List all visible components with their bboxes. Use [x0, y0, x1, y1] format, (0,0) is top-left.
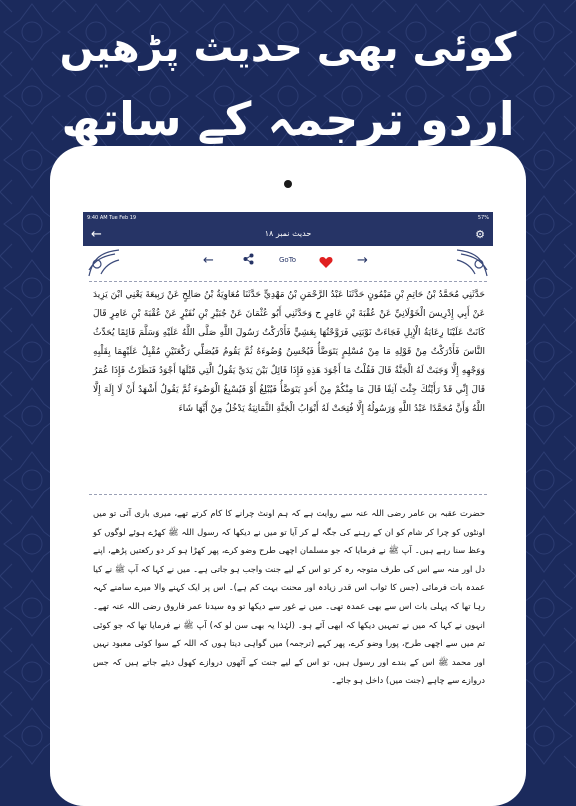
- share-icon: [243, 253, 254, 265]
- heart-icon: [319, 256, 333, 269]
- favorite-button[interactable]: [319, 254, 333, 273]
- settings-button[interactable]: [475, 227, 485, 243]
- next-button[interactable]: [357, 253, 368, 269]
- headline-line-1: کوئی بھی حدیث پڑھیں: [59, 25, 517, 71]
- share-button[interactable]: [243, 253, 254, 270]
- ornament-left-icon: [87, 248, 121, 278]
- status-bar: [83, 212, 493, 224]
- camera-dot: [284, 180, 292, 188]
- ornament-right-icon: [455, 248, 489, 278]
- arrow-right-icon: →: [357, 253, 368, 268]
- arrow-left-icon: ←: [91, 227, 102, 242]
- arrow-left-icon: ←: [203, 253, 214, 268]
- divider-top: [89, 281, 487, 282]
- headline-line-2: اردو ترجمہ کے ساتھ: [61, 92, 515, 146]
- goto-button[interactable]: GoTo: [279, 256, 297, 264]
- status-battery: 57%: [477, 215, 489, 221]
- app-screen: [83, 212, 493, 768]
- previous-button[interactable]: [203, 253, 214, 269]
- hadith-arabic-text: حَدَّثَنِي مُحَمَّدُ بْنُ حَاتِمِ بْنِ مَيْمُونٍ حَدَّثَنَا عَبْدُ الرَّحْمَنِ بْنُ مَهْدِيٍّ حَدَّثَنَا مُعَاوِيَةُ بْنُ صَالِحٍ عَنْ رَبِيعَةَ يَعْنِي ابْنَ يَزِيدَ عَنْ أَبِي إِدْرِيسَ الْخَوْلَانِيِّ عَنْ عُقْبَةَ بْنِ عَامِرٍ ح وَحَدَّثَنِي أَبُو عُثْمَانَ عَنْ جُبَيْرِ بْنِ نُفَيْرٍ عَنْ عُقْبَةَ بْنِ عَامِرٍ قَالَ كَانَتْ عَلَيْنَا رِعَايَةُ الْإِبِلِ فَجَاءَتْ نَوْبَتِي فَرَوَّحْتُهَا بِعَشِيٍّ فَأَدْرَكْتُ رَسُولَ اللَّهِ صَلَّى اللَّهُ عَلَيْهِ وَسَلَّمَ قَائِمًا يُحَدِّثُ النَّاسَ فَأَدْرَكْتُ مِنْ قَوْلِهِ مَا مِنْ مُسْلِمٍ يَتَوَضَّأُ فَيُحْسِنُ وُضُوءَهُ ثُمَّ يَقُومُ فَيُصَلِّي رَكْعَتَيْنِ مُقْبِلٌ عَلَيْهِمَا بِقَلْبِهِ وَوَجْهِهِ إِلَّا وَجَبَتْ لَهُ الْجَنَّةُ قَالَ فَقُلْتُ مَا أَجْوَدَ هَذِهِ فَإِذَا قَائِلٌ بَيْنَ يَدَيَّ يَقُولُ الَّتِي قَبْلَهَا أَجْوَدُ فَنَظَرْتُ فَإِذَا عُمَرُ قَالَ إِنِّي قَدْ رَأَيْتُكَ جِئْتَ آنِفًا قَالَ مَا مِنْكُمْ مِنْ أَحَدٍ يَتَوَضَّأُ فَيُبْلِغُ أَوْ فَيُسْبِغُ الْوَضُوءَ ثُمَّ يَقُولُ أَشْهَدُ أَنْ لَا إِلَهَ إِلَّا اللَّهُ وَأَنَّ مُحَمَّدًا عَبْدُ اللَّهِ وَرَسُولُهُ إِلَّا فُتِحَتْ لَهُ أَبْوَابُ الْجَنَّةِ الثَّمَانِيَةُ يَدْخُلُ مِنْ أَيِّهَا شَاءَ: [93, 290, 485, 414]
- hadith-toolbar: [83, 246, 493, 278]
- nav-bar: [83, 224, 493, 246]
- gear-icon: ⚙: [475, 228, 485, 241]
- hadith-urdu-translation: حضرت عقبہ بن عامر رضی اللہ عنہ سے روایت ہے کہ ہم اونٹ چرانے کا کام کرتے تھے، میری باری آئی تو میں اونٹوں کو چرا کر شام کو ان کے رہنے کی جگہ لے کر آیا تو میں نے دیکھا کہ رسول اللہ ﷺ کھڑے ہوئے لوگوں کو وعظ سنا رہے ہیں۔ آپ ﷺ نے فرمایا کہ جو مسلمان اچھی طرح وضو کرے، پھر کھڑا ہو کر دو رکعتیں پڑھے، اپنے دل اور منہ سے اس کی طرف متوجہ رہ کر تو اس کے لیے جنت واجب ہو جاتی ہے۔ میں نے کہا کہ آپ ﷺ نے کیا عمدہ بات فرمائی (جس کا ثواب اس قدر زیادہ اور محنت بہت کم ہے)۔ اس پر ایک کہنے والا میرے سامنے کہہ رہا تھا کہ پہلی بات اس سے بھی عمدہ تھی۔ میں نے غور سے دیکھا تو وہ سیدنا عمر فاروق رضی اللہ عنہ تھے۔ انہوں نے کہا کہ میں نے تمہیں دیکھا کہ ابھی آئے ہو۔ (لہٰذا یہ بھی سن لو کہ) آپ ﷺ نے فرمایا تھا کہ جو کوئی تم میں سے اچھی طرح، پورا وضو کرے، پھر کہے (ترجمہ) میں گواہی دیتا ہوں کہ اللہ کے سوا کوئی معبود نہیں اور محمد ﷺ اس کے بندے اور رسول ہیں، تو اس کے لیے جنت کے آٹھوں دروازے کھول دیئے جاتے ہیں کہ جس دروازے سے چاہے (جنت میں) داخل ہو جائے۔: [93, 508, 485, 686]
- divider-middle: [89, 494, 487, 495]
- status-time: 9:40 AM Tue Feb 19: [87, 215, 137, 221]
- page-title: حدیث نمبر ۱۸: [264, 229, 312, 238]
